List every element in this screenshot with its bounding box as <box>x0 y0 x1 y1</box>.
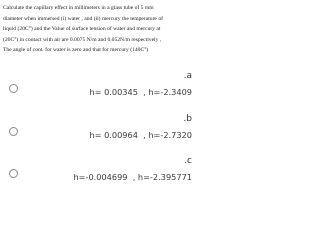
radio-button-c[interactable] <box>9 169 18 178</box>
option-text-c: h=-0.004699 , h=-2.395771 <box>73 172 192 182</box>
radio-button-b[interactable] <box>9 127 18 136</box>
answer-option-b[interactable] <box>0 113 200 155</box>
option-letter-a: .a <box>183 71 192 81</box>
question-line: Calculate the capillary effect in millimeters in a glass tube of 5 mm <box>3 5 154 11</box>
question-line: The angle of cont. for water is zero and that for mercury (140C°) <box>3 47 149 54</box>
option-text-a: h= 0.00345 , h=-2.3409 <box>89 87 192 97</box>
radio-button-a[interactable] <box>9 84 18 93</box>
answer-option-c[interactable] <box>0 155 200 197</box>
question-text <box>3 3 197 56</box>
question-line: diameter when immersed (i) water , and (ii) mercury the temperature of <box>3 15 163 22</box>
option-letter-c: .c <box>184 156 192 166</box>
option-letter-b: .b <box>183 114 192 124</box>
answer-option-a[interactable] <box>0 70 200 112</box>
question-line: liquid (20C°) and the Value of surface tension of water and mercury at <box>3 26 161 33</box>
question-line: (20C°) in contact with air are 0.0075 N/m and 0.052N/m respectively , <box>3 36 162 43</box>
option-text-b: h= 0.00964 , h=-2.7320 <box>89 130 192 140</box>
